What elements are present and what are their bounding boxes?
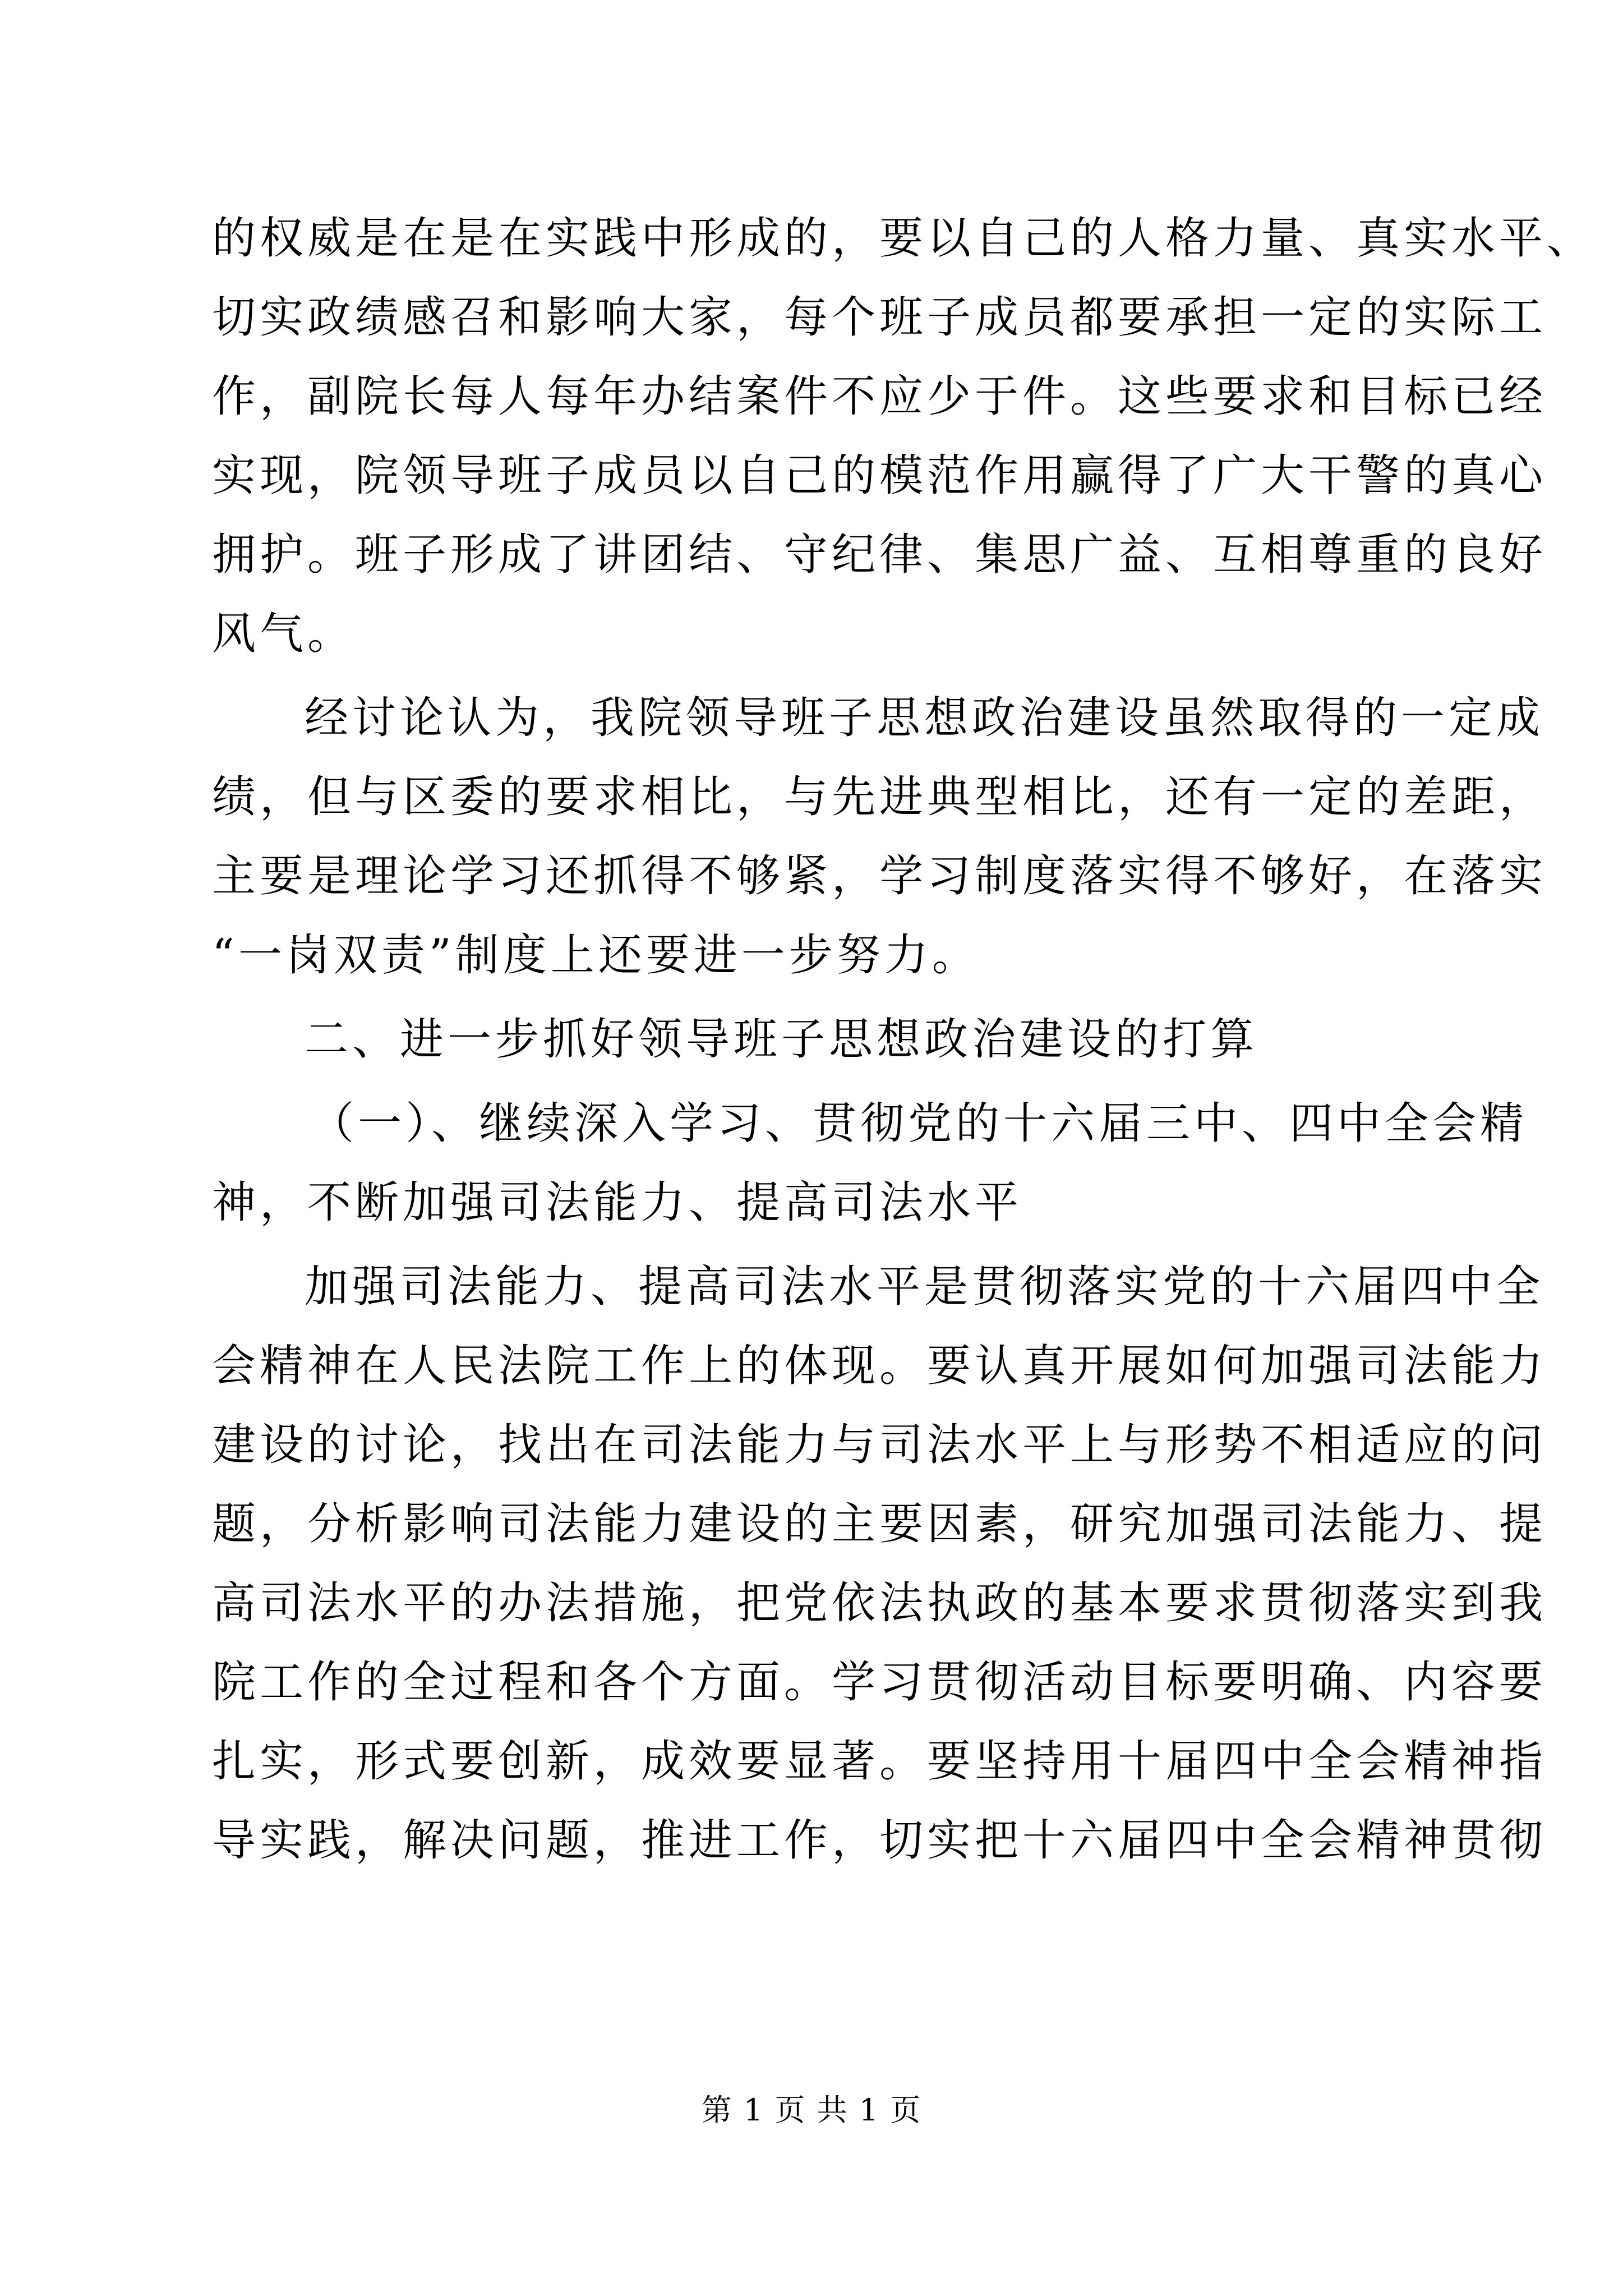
text-line: 院工作的全过程和各个方面。学习贯彻活动目标要明确、内容要: [212, 1657, 1547, 1708]
text-line: 主要是理论学习还抓得不够紧，学习制度落实得不够好，在落实: [212, 851, 1547, 901]
text-line: “一岗双责”制度上还要进一步努力。: [212, 930, 980, 981]
subsection-heading-continued: 神，不断加强司法能力、提高司法水平: [212, 1177, 1023, 1228]
text-line: 会精神在人民法院工作上的体现。要认真开展如何加强司法能力: [212, 1341, 1547, 1391]
text-line: 题，分析影响司法能力建设的主要因素，研究加强司法能力、提: [212, 1499, 1547, 1549]
text-line: 风气。: [212, 609, 356, 659]
text-line: 实现，院领导班子成员以自己的模范作用赢得了广大干警的真心: [212, 450, 1547, 501]
text-line: 高司法水平的办法措施，把党依法执政的基本要求贯彻落实到我: [212, 1578, 1547, 1628]
text-line: 拥护。班子形成了讲团结、守纪律、集思广益、互相尊重的良好: [212, 530, 1547, 580]
paragraph-first-line: 加强司法能力、提高司法水平是贯彻落实党的十六届四中全: [305, 1262, 1544, 1312]
section-heading: 二、进一步抓好领导班子思想政治建设的打算: [305, 1014, 1258, 1065]
text-line: 的权威是在是在实践中形成的，要以自己的人格力量、真实水平、: [212, 213, 1595, 264]
page-number-footer: 第 1 页 共 1 页: [701, 2092, 922, 2128]
subsection-heading: （一）、继续深入学习、贯彻党的十六届三中、四中全会精: [310, 1098, 1528, 1149]
text-line: 建设的讨论，找出在司法能力与司法水平上与形势不相适应的问: [212, 1420, 1547, 1470]
text-line: 导实践，解决问题，推进工作，切实把十六届四中全会精神贯彻: [212, 1815, 1547, 1866]
text-line: 扎实，形式要创新，成效要显著。要坚持用十届四中全会精神指: [212, 1736, 1547, 1787]
text-line: 作，副院长每人每年办结案件不应少于件。这些要求和目标已经: [212, 371, 1547, 422]
document-body: [212, 199, 1595, 1880]
text-line: 绩，但与区委的要求相比，与先进典型相比，还有一定的差距，: [212, 772, 1547, 822]
paragraph-first-line: 经讨论认为，我院领导班子思想政治建设虽然取得的一定成: [305, 693, 1544, 743]
text-line: 切实政绩感召和影响大家，每个班子成员都要承担一定的实际工: [212, 292, 1547, 343]
